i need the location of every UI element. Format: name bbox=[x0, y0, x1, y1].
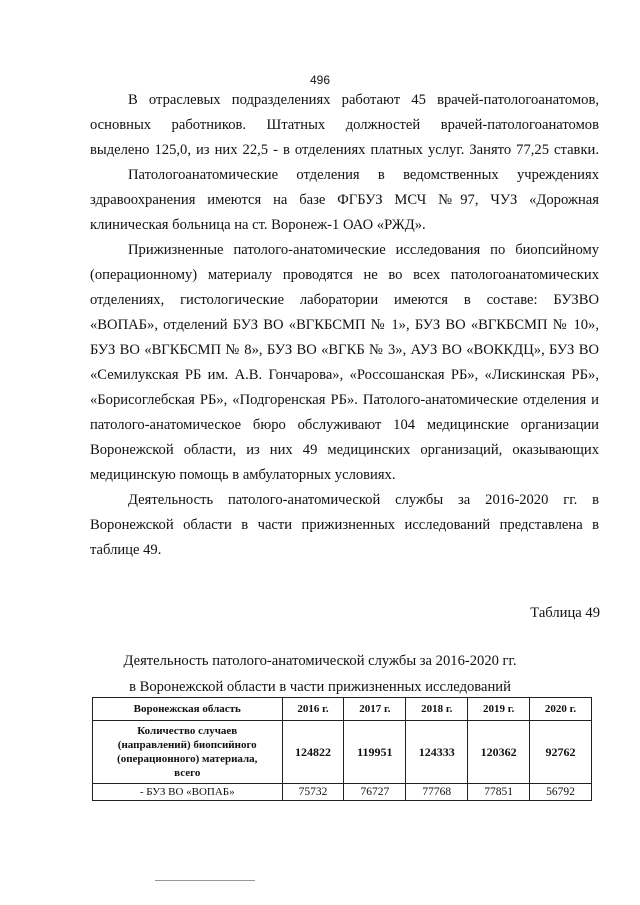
header-cell: 2018 г. bbox=[406, 698, 468, 721]
paragraph-4 bbox=[90, 488, 599, 563]
value-cell: 77851 bbox=[468, 784, 530, 801]
paragraph-3 bbox=[90, 238, 599, 488]
row-label-line: всего bbox=[174, 767, 201, 779]
text-line: «ВОПАБ», отделений БУЗ ВО «ВГКБСМП № 1», БУЗ ВО «ВГКБСМП № 10», bbox=[90, 317, 599, 333]
table-title bbox=[0, 648, 640, 700]
text-line: Воронежской области, из них 49 медицинских организаций, оказывающих bbox=[90, 442, 599, 458]
text-line: Прижизненные патолого-анатомические исследования по биопсийному bbox=[128, 242, 599, 258]
value-cell: 92762 bbox=[530, 721, 592, 784]
value-cell: 77768 bbox=[406, 784, 468, 801]
footer-rule bbox=[155, 880, 255, 881]
row-label-line: Количество случаев bbox=[137, 725, 238, 737]
header-cell: 2017 г. bbox=[344, 698, 406, 721]
row-label-line: - БУЗ ВО «ВОПАБ» bbox=[139, 786, 235, 798]
text-line: «Борисоглебская РБ», «Подгоренская РБ». Патолого-анатомические отделения и bbox=[90, 392, 599, 408]
text-line: В отраслевых подразделениях работают 45 врачей-патологоанатомов, bbox=[128, 92, 599, 108]
text-line: Воронежской области в части прижизненных исследований представлена в bbox=[90, 517, 599, 533]
value-cell: 76727 bbox=[344, 784, 406, 801]
text-line: патолого-анатомическое бюро обслуживают 104 медицинские организации bbox=[90, 417, 599, 433]
header-cell: 2019 г. bbox=[468, 698, 530, 721]
value-cell: 124822 bbox=[282, 721, 344, 784]
data-table bbox=[92, 697, 592, 801]
table-row bbox=[93, 721, 592, 784]
text-line: клиническая больница на ст. Воронеж-1 ОАО «РЖД». bbox=[90, 217, 426, 233]
table-title-line: в Воронежской области в части прижизненных исследований bbox=[129, 679, 511, 695]
paragraph-1 bbox=[90, 88, 599, 163]
table-row bbox=[93, 784, 592, 801]
table-header-row bbox=[93, 698, 592, 721]
header-cell: Воронежская область bbox=[93, 698, 283, 721]
header-cell: 2020 г. bbox=[530, 698, 592, 721]
value-cell: 120362 bbox=[468, 721, 530, 784]
value-cell: 119951 bbox=[344, 721, 406, 784]
value-cell: 124333 bbox=[406, 721, 468, 784]
body-text bbox=[90, 88, 599, 563]
text-line: таблице 49. bbox=[90, 542, 162, 558]
row-label-cell bbox=[93, 721, 283, 784]
text-line: Патологоанатомические отделения в ведомственных учреждениях bbox=[128, 167, 599, 183]
page-number: 496 bbox=[309, 73, 331, 87]
text-line: основных работников. Штатных должностей врачей-патологоанатомов bbox=[90, 117, 599, 133]
text-line: «Семилукская РБ им. А.В. Гончарова», «Россошанская РБ», «Лискинская РБ», bbox=[90, 367, 599, 383]
paragraph-2 bbox=[90, 163, 599, 238]
row-label-cell bbox=[93, 784, 283, 801]
text-line: БУЗ ВО «ВГКБСМП № 8», БУЗ ВО «ВГКБ № 3», АУЗ ВО «ВОККДЦ», БУЗ ВО bbox=[90, 342, 599, 358]
value-cell: 75732 bbox=[282, 784, 344, 801]
text-line: выделено 125,0, из них 22,5 - в отделениях платных услуг. Занято 77,25 ставки. bbox=[90, 142, 599, 158]
value-cell: 56792 bbox=[530, 784, 592, 801]
table-title-line: Деятельность патолого-анатомической службы за 2016-2020 гг. bbox=[123, 653, 517, 669]
text-line: Деятельность патолого-анатомической службы за 2016-2020 гг. в bbox=[128, 492, 599, 508]
text-line: отделениях, гистологические лаборатории имеются в составе: БУЗВО bbox=[90, 292, 599, 308]
row-label-line: (операционного) материала, bbox=[117, 753, 258, 765]
table-label: Таблица 49 bbox=[530, 605, 600, 621]
text-line: (операционному) материалу проводятся не во всех патологоанатомических bbox=[90, 267, 599, 283]
row-label-line: (направлений) биопсийного bbox=[117, 739, 257, 751]
text-line: медицинскую помощь в амбулаторных условиях. bbox=[90, 467, 396, 483]
header-cell: 2016 г. bbox=[282, 698, 344, 721]
text-line: здравоохранения имеются на базе ФГБУЗ МСЧ №97, ЧУЗ «Дорожная bbox=[90, 192, 599, 208]
